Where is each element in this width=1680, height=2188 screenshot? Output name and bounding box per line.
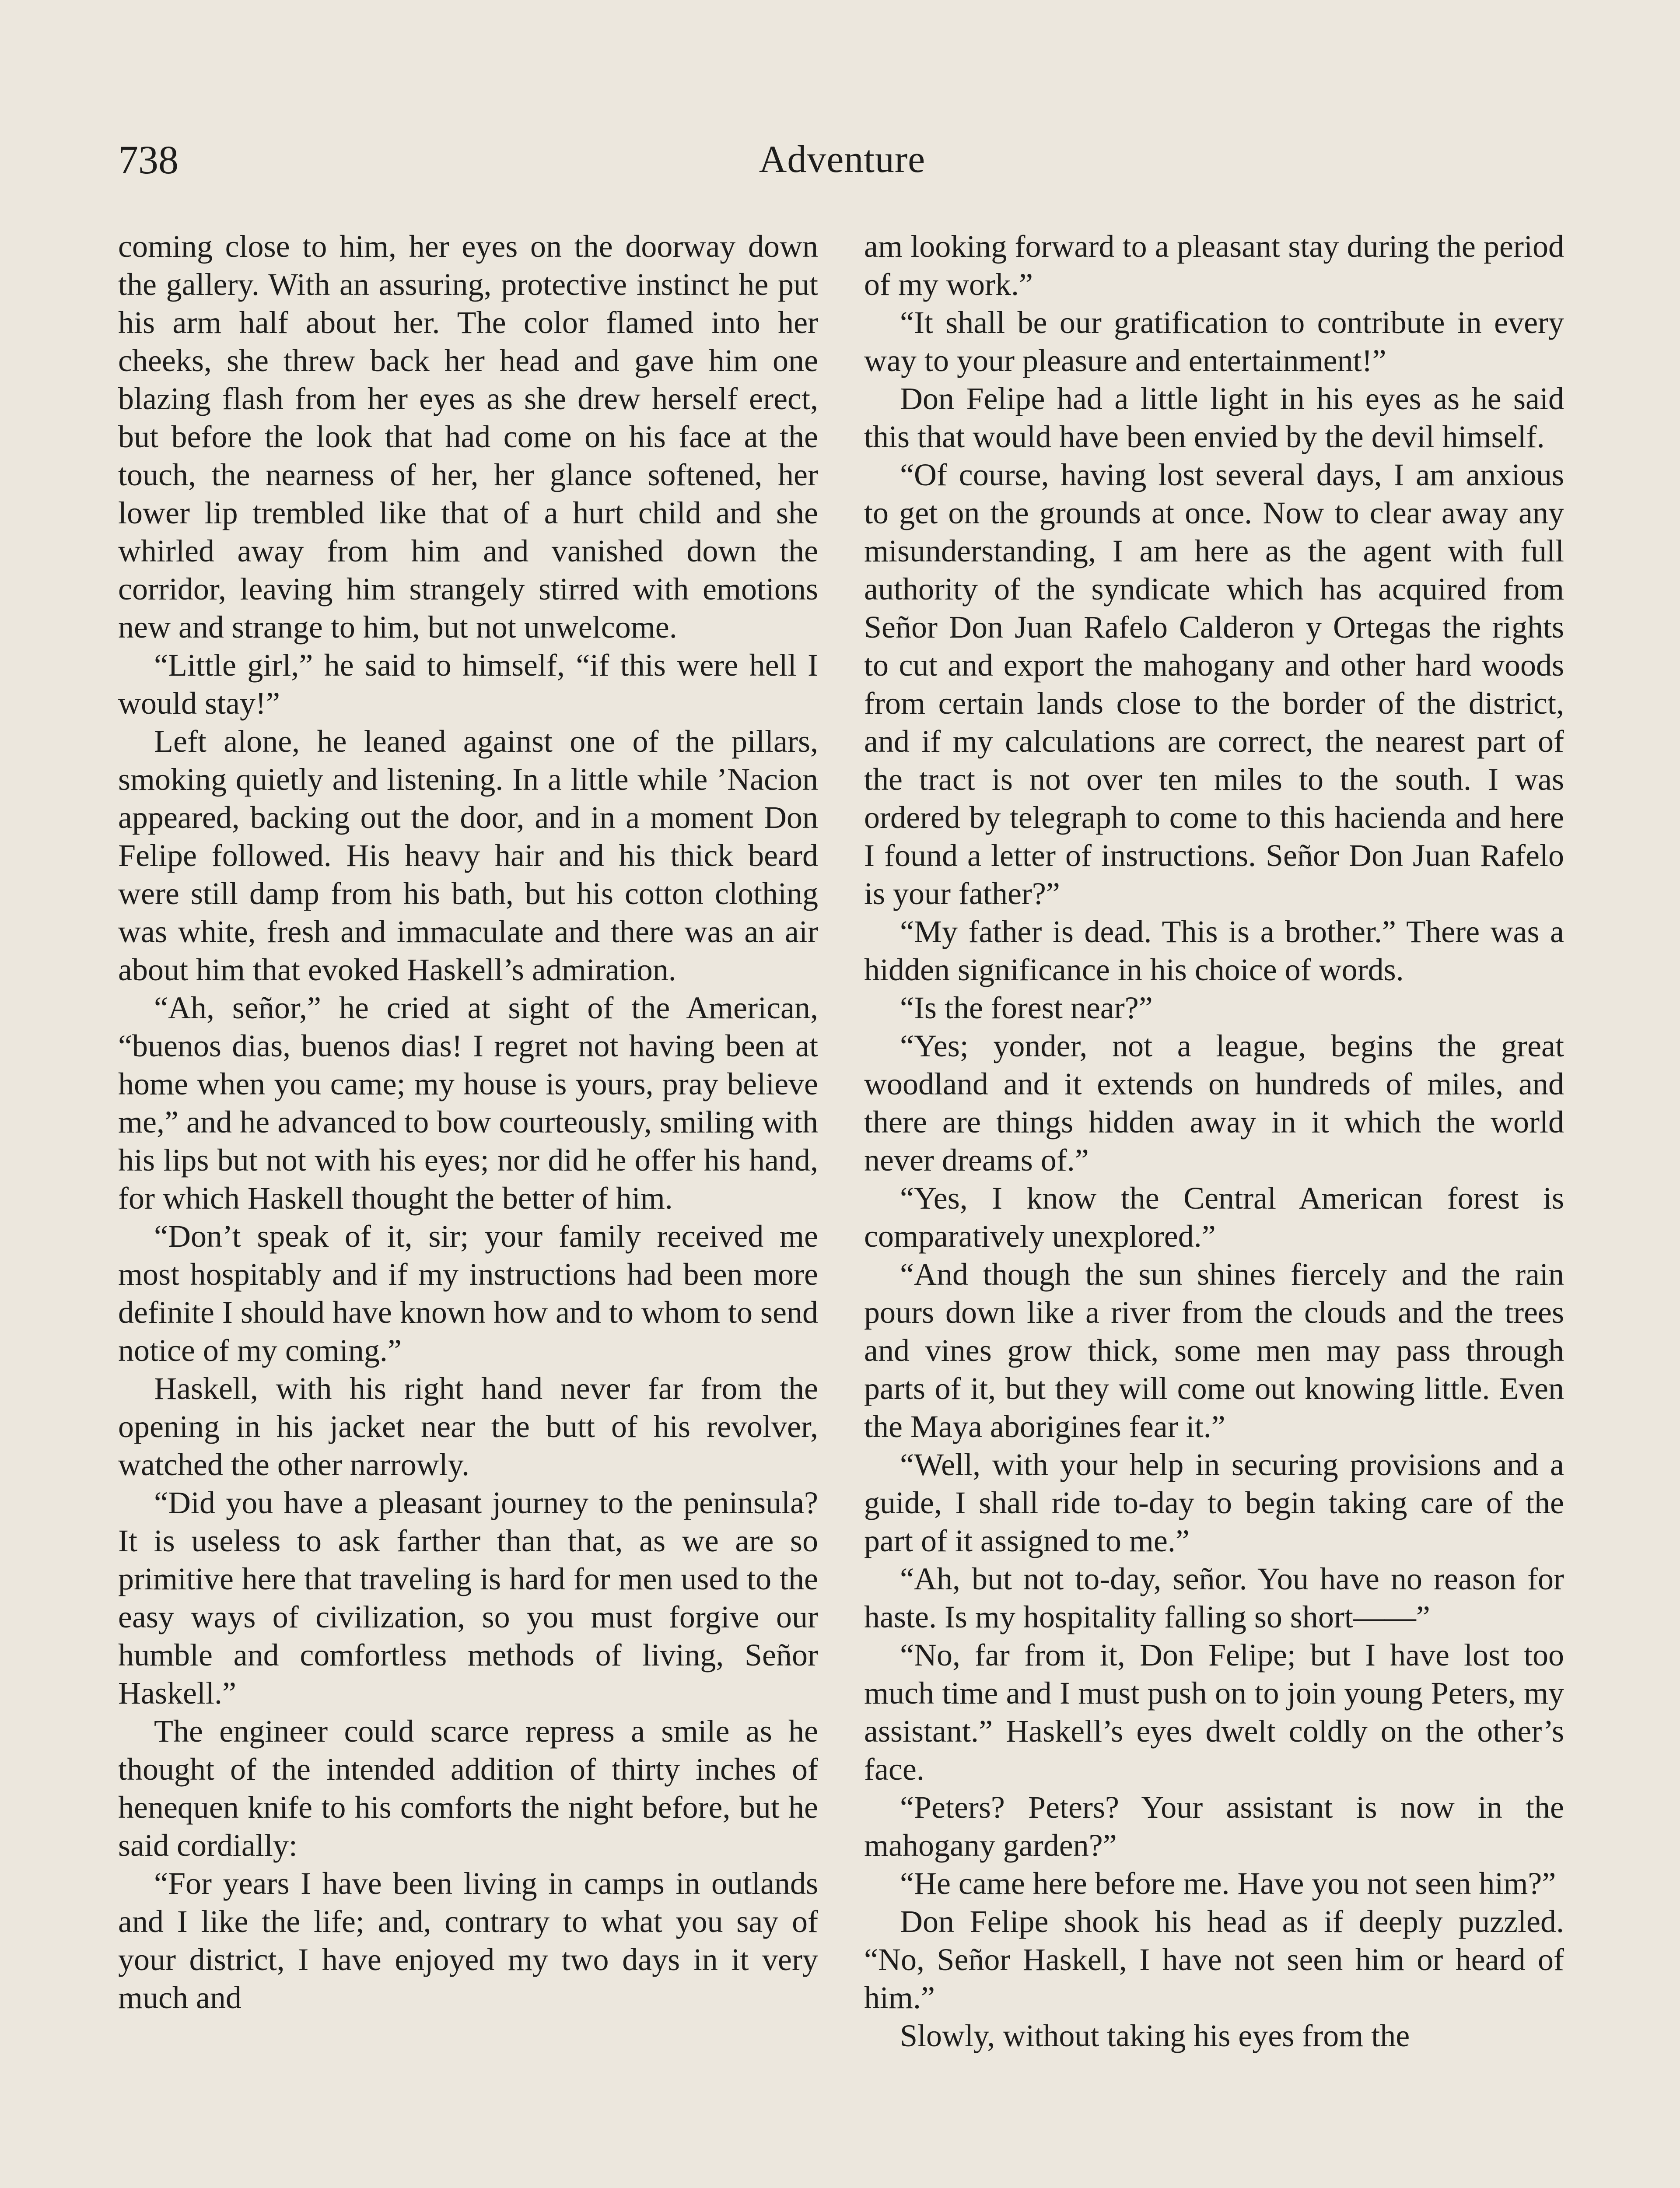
- paragraph: “Ah, but not to-day, señor. You have no reason for haste. Is my hospitality falling so short——”: [864, 1561, 1564, 1634]
- paragraph: “Well, with your help in securing provisions and a guide, I shall ride to-day to begin taking care of the part of it assigned to me.”: [864, 1447, 1564, 1558]
- paragraph: “Little girl,” he said to himself, “if this were hell I would stay!”: [118, 648, 818, 721]
- paragraph: “For years I have been living in camps in outlands and I like the life; and, contrary to what you say of your district, I have enjoyed my two days in it very much and: [118, 1866, 818, 2015]
- paragraph: “My father is dead. This is a brother.” There was a hidden significance in his choice of words.: [864, 914, 1564, 987]
- paragraph: “He came here before me. Have you not seen him?”: [900, 1866, 1556, 1901]
- paragraph: The engineer could scarce repress a smile as he thought of the intended addition of thirty inches of henequen knife to his comforts the night before, but he said cordially:: [118, 1714, 818, 1863]
- paragraph: “Yes, I know the Central American forest is comparatively unexplored.”: [864, 1181, 1564, 1254]
- paragraph: “Don’t speak of it, sir; your family received me most hospitably and if my instructions had been more definite I should have known how and to whom to send notice of my coming.”: [118, 1219, 818, 1368]
- paragraph: “Ah, señor,” he cried at sight of the American, “buenos dias, buenos dias! I regret not having been at home when you came; my house is yours, pray believe me,” and he advanced to bow courteously, smiling with his lips but not with his eyes; nor did he offer his hand, for which Haskell thought the better of him.: [118, 990, 818, 1216]
- paragraph: “Of course, having lost several days, I am anxious to get on the grounds at once. Now to clear away any misunderstanding, I am here as the agent with full authority of the syndicate which has acquired from Señor Don Juan Rafelo Calderon y Ortegas the rights to cut and export the mahogany and other hard woods from certain lands close to the border of the district, and if my calculations are correct, the nearest part of the tract is not over ten miles to the south. I was ordered by telegraph to come to this hacienda and here I found a letter of instructions. Señor Don Juan Rafelo is your father?”: [864, 457, 1564, 911]
- paragraph: “No, far from it, Don Felipe; but I have lost too much time and I must push on to join young Peters, my assistant.” Haskell’s eyes dwelt coldly on the other’s face.: [864, 1637, 1564, 1787]
- paragraph: am looking forward to a pleasant stay during the period of my work.”: [864, 229, 1564, 302]
- paragraph: “It shall be our gratification to contribute in every way to your pleasure and entertainment!”: [864, 305, 1564, 378]
- paragraph: Slowly, without taking his eyes from the: [900, 2018, 1410, 2053]
- right-column: [864, 228, 1564, 2055]
- paragraph: “Yes; yonder, not a league, begins the great woodland and it extends on hundreds of miles, and there are things hidden away in it which the world never dreams of.”: [864, 1028, 1564, 1178]
- paragraph: Don Felipe had a little light in his eyes as he said this that would have been envied by the devil himself.: [864, 381, 1564, 454]
- running-title: Adventure: [759, 138, 926, 181]
- page-header: [118, 131, 1566, 188]
- page-number: 738: [118, 137, 178, 182]
- paragraph: Left alone, he leaned against one of the pillars, smoking quietly and listening. In a little while ’Nacion appeared, backing out the door, and in a moment Don Felipe followed. His heavy hair and his thick beard were still damp from his bath, but his cotton clothing was white, fresh and immaculate and there was an air about him that evoked Haskell’s admiration.: [118, 724, 818, 987]
- paragraph: “Did you have a pleasant journey to the peninsula? It is useless to ask farther than that, as we are so primitive here that traveling is hard for men used to the easy ways of civilization, so you must forgive our humble and comfortless methods of living, Señor Haskell.”: [118, 1485, 818, 1711]
- paragraph: Don Felipe shook his head as if deeply puzzled. “No, Señor Haskell, I have not seen him or heard of him.”: [864, 1904, 1564, 2015]
- paragraph: coming close to him, her eyes on the doorway down the gallery. With an assuring, protective instinct he put his arm half about her. The color flamed into her cheeks, she threw back her head and gave him one blazing flash from her eyes as she drew herself erect, but before the look that had come on his face at the touch, the nearness of her, her glance softened, her lower lip trembled like that of a hurt child and she whirled away from him and vanished down the corridor, leaving him strangely stirred with emotions new and strange to him, but not unwelcome.: [118, 229, 818, 645]
- paragraph: “And though the sun shines fiercely and the rain pours down like a river from the clouds and the trees and vines grow thick, some men may pass through parts of it, but they will come out knowing little. Even the Maya aborigines fear it.”: [864, 1257, 1564, 1444]
- left-column: [118, 228, 818, 2017]
- paragraph: Haskell, with his right hand never far from the opening in his jacket near the butt of his revolver, watched the other narrowly.: [118, 1371, 818, 1482]
- paragraph: “Peters? Peters? Your assistant is now in the mahogany garden?”: [864, 1790, 1564, 1863]
- paragraph: “Is the forest near?”: [900, 990, 1153, 1025]
